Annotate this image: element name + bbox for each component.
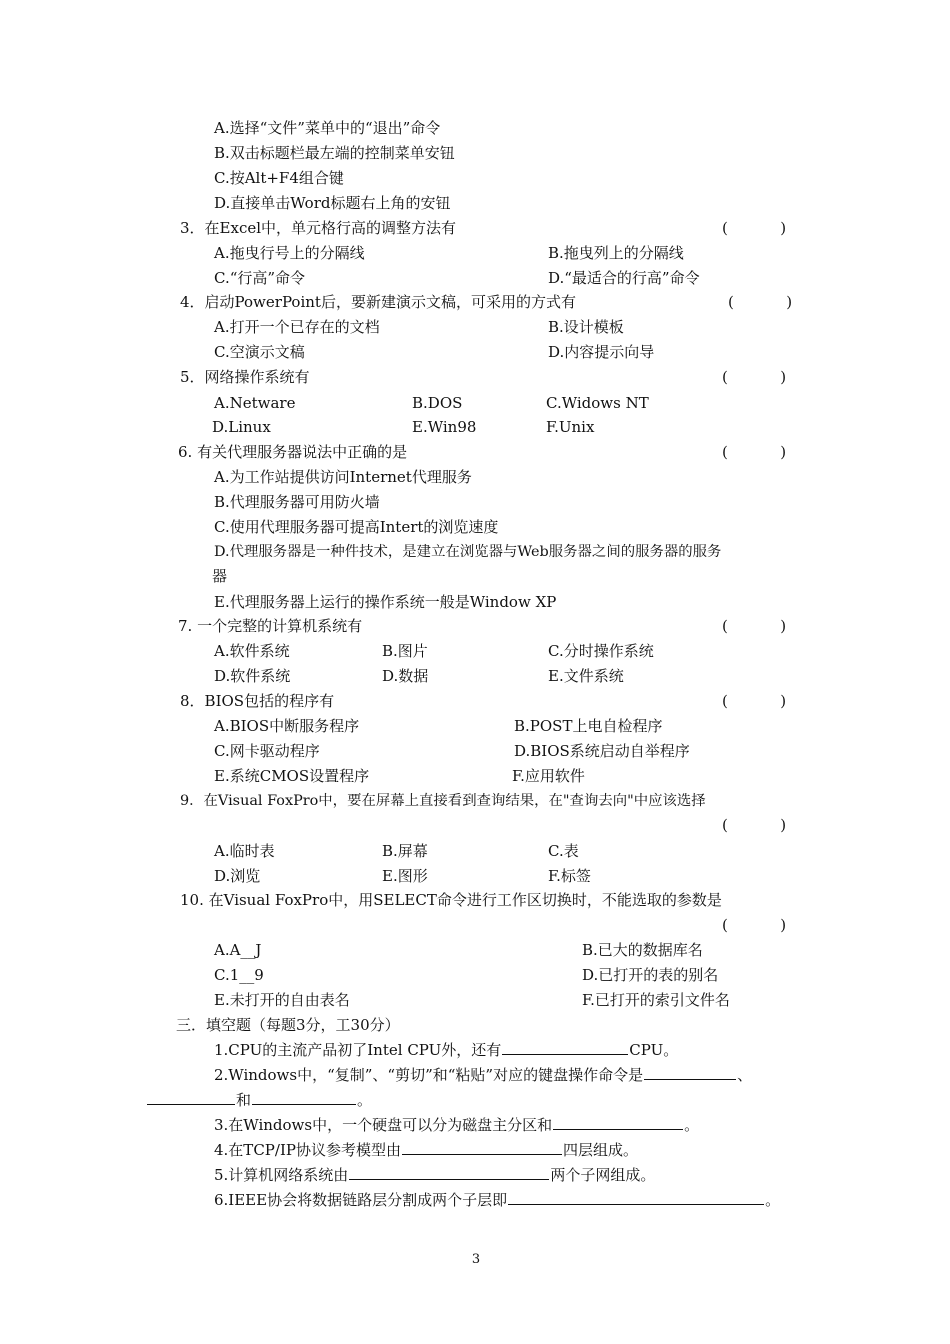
fill-q2-suffix: 。 xyxy=(357,1091,373,1109)
q8-stem: 8．BIOS包括的程序有 xyxy=(180,692,335,710)
fill-q1-text: 1.CPU的主流产品初了Intel CPU外，还有 xyxy=(214,1041,502,1059)
fill-q3-text: 3.在Windows中，一个硬盘可以分为磁盘主分区和 xyxy=(214,1116,553,1134)
section3-title: 三．填空题（每题3分，工30分） xyxy=(176,1016,400,1034)
q7-option-d: D.软件系统 xyxy=(214,667,291,685)
page-number: 3 xyxy=(471,1252,481,1267)
fill-q2-text: 2.Windows中，“复制”、“剪切”和“粘贴”对应的键盘操作命令是 xyxy=(214,1066,644,1084)
fill-q5-text: 5.计算机网络系统由 xyxy=(214,1166,349,1184)
q8-option-b: B.POST上电自检程序 xyxy=(514,717,663,735)
q8-option-d: D.BIOS系统启动自举程序 xyxy=(514,742,690,760)
fill-q5-suffix: 两个子网组成。 xyxy=(550,1166,656,1184)
q10-option-c: C.1__9 xyxy=(214,966,264,984)
q9-option-f: F.标签 xyxy=(548,867,591,885)
fill-q5 xyxy=(214,1165,655,1185)
q10-option-b: B.已大的数据库名 xyxy=(582,941,703,959)
q10-option-a: A.A__J xyxy=(214,941,262,959)
fill-q4-blank[interactable] xyxy=(402,1140,562,1155)
q9-option-a: A.临时表 xyxy=(214,842,275,860)
q2-option-b: B.双击标题栏最左端的控制菜单安钮 xyxy=(214,144,455,162)
fill-q5-blank[interactable] xyxy=(349,1165,549,1180)
fill-q2-sep-1: 、 xyxy=(737,1066,753,1084)
q6-option-d-line2: 器 xyxy=(212,567,228,585)
q8-option-e: E.系统CMOS设置程序 xyxy=(214,767,370,785)
fill-q2-sep-2: 和 xyxy=(236,1091,252,1109)
q6-answer-paren: ( ) xyxy=(722,443,787,461)
fill-q6-text: 6.IEEE协会将数据链路层分割成两个子层即 xyxy=(214,1191,508,1209)
q7-option-a: A.软件系统 xyxy=(214,642,290,660)
q7-option-f: E.文件系统 xyxy=(548,667,624,685)
q3-answer-paren: ( ) xyxy=(722,219,787,237)
fill-q6-blank[interactable] xyxy=(508,1190,764,1205)
q3-option-b: B.拖曳列上的分隔线 xyxy=(548,244,684,262)
q3-option-c: C.“行高”命令 xyxy=(214,269,306,287)
fill-q2-blank-3[interactable] xyxy=(252,1090,356,1105)
q7-option-e: D.数据 xyxy=(382,667,429,685)
fill-q6 xyxy=(214,1190,780,1210)
fill-q1 xyxy=(214,1040,678,1060)
q5-option-e: E.Win98 xyxy=(412,418,477,436)
q9-option-e: E.图形 xyxy=(382,867,428,885)
q6-option-b: B.代理服务器可用防火墙 xyxy=(214,493,380,511)
q2-option-a: A.选择“文件”菜单中的“退出”命令 xyxy=(214,119,441,137)
q8-answer-paren: ( ) xyxy=(722,692,787,710)
q4-option-c: C.空演示文稿 xyxy=(214,343,305,361)
q10-option-e: E.未打开的自由表名 xyxy=(214,991,350,1009)
fill-q6-suffix: 。 xyxy=(765,1191,781,1209)
q5-option-a: A.Netware xyxy=(214,394,296,412)
q2-option-d: D.直接单击Word标题右上角的安钮 xyxy=(214,194,451,212)
fill-q2-continued xyxy=(146,1090,372,1110)
q2-option-c: C.按Alt+F4组合键 xyxy=(214,169,344,187)
q10-option-d: D.已打开的表的别名 xyxy=(582,966,719,984)
q7-stem: 7. 一个完整的计算机系统有 xyxy=(178,617,363,635)
fill-q3-suffix: 。 xyxy=(684,1116,700,1134)
q8-option-f: F.应用软件 xyxy=(512,767,585,785)
q3-stem: 3．在Excel中，单元格行高的调整方法有 xyxy=(180,219,457,237)
fill-q1-suffix: CPU。 xyxy=(629,1041,679,1059)
q9-option-d: D.浏览 xyxy=(214,867,261,885)
q6-option-a: A.为工作站提供访问Internet代理服务 xyxy=(214,468,472,486)
fill-q2-blank-2[interactable] xyxy=(147,1090,235,1105)
fill-q1-blank[interactable] xyxy=(502,1040,628,1055)
fill-q2 xyxy=(214,1065,752,1085)
fill-q2-blank-1[interactable] xyxy=(644,1065,736,1080)
q9-option-c: C.表 xyxy=(548,842,579,860)
q4-answer-paren: ( ) xyxy=(728,293,793,311)
q7-option-c: C.分时操作系统 xyxy=(548,642,654,660)
q10-answer-paren: ( ) xyxy=(722,916,787,934)
q7-answer-paren: ( ) xyxy=(722,617,787,635)
q4-option-b: B.设计模板 xyxy=(548,318,624,336)
q5-option-b: B.DOS xyxy=(412,394,463,412)
q9-option-b: B.屏幕 xyxy=(382,842,428,860)
q5-stem: 5．网络操作系统有 xyxy=(180,368,310,386)
q7-option-b: B.图片 xyxy=(382,642,428,660)
q5-option-c: C.Widows NT xyxy=(546,394,649,412)
q3-option-a: A.拖曳行号上的分隔线 xyxy=(214,244,365,262)
fill-q4 xyxy=(214,1140,638,1160)
q3-option-d: D.“最适合的行高”命令 xyxy=(548,269,700,287)
q9-stem: 9．在Visual FoxPro中，要在屏幕上直接看到查询结果，在"查询去向"中应该选择 xyxy=(180,793,706,809)
q6-stem: 6. 有关代理服务器说法中正确的是 xyxy=(178,443,408,461)
fill-q4-suffix: 四层组成。 xyxy=(562,1141,638,1159)
q6-option-e: E.代理服务器上运行的操作系统一般是Window XP xyxy=(214,593,557,611)
q4-stem: 4．启动PowerPoint后，要新建演示文稿，可采用的方式有 xyxy=(180,293,576,311)
q6-option-c: C.使用代理服务器可提高Intert的浏览速度 xyxy=(214,518,499,536)
q5-answer-paren: ( ) xyxy=(722,368,787,386)
q4-option-a: A.打开一个已存在的文档 xyxy=(214,318,380,336)
q6-option-d-line1: D.代理服务器是一种件技术，是建立在浏览器与Web服务器之间的服务器的服务 xyxy=(214,544,722,560)
q10-option-f: F.已打开的索引文件名 xyxy=(582,991,730,1009)
fill-q3-blank[interactable] xyxy=(553,1115,683,1130)
q9-answer-paren: ( ) xyxy=(722,816,787,834)
q10-stem: 10. 在Visual FoxPro中，用SELECT命令进行工作区切换时，不能选取的参数是 xyxy=(180,891,722,909)
q8-option-c: C.网卡驱动程序 xyxy=(214,742,320,760)
q5-option-f: F.Unix xyxy=(546,418,595,436)
q5-option-d: D.Linux xyxy=(212,418,271,436)
q8-option-a: A.BIOS中断服务程序 xyxy=(214,717,360,735)
q4-option-d: D.内容提示向导 xyxy=(548,343,655,361)
fill-q4-text: 4.在TCP/IP协议参考模型由 xyxy=(214,1141,401,1159)
fill-q3 xyxy=(214,1115,699,1135)
